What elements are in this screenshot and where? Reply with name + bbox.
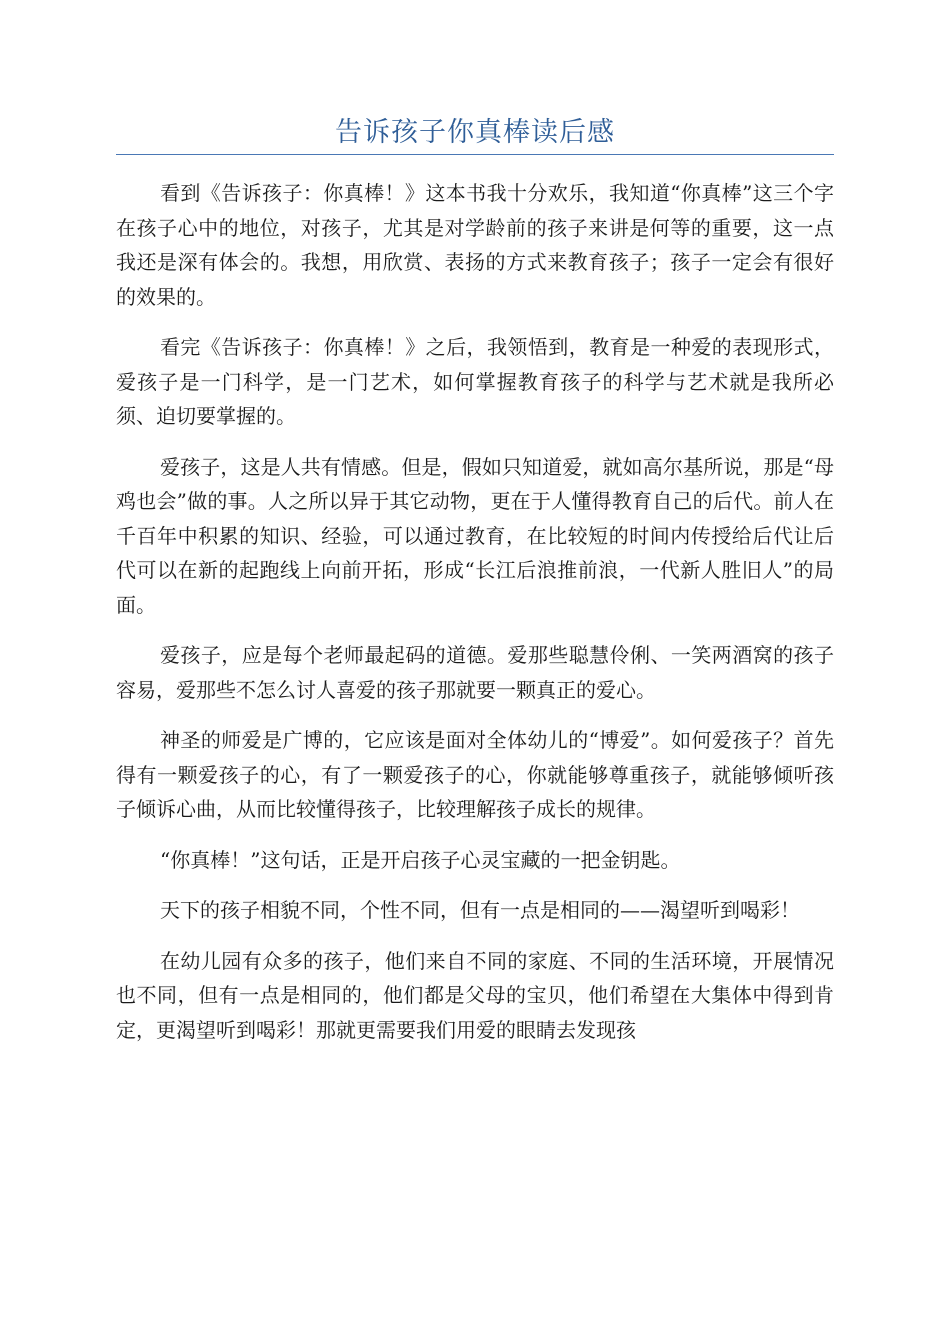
paragraph-5: 神圣的师爱是广博的，它应该是面对全体幼儿的“博爱”。如何爱孩子？首先得有一颗爱孩子的心，有了一颗爱孩子的心，你就能够尊重孩子，就能够倾听孩子倾诉心曲，从而比较懂得孩子，比较理解孩子成长的规律。 [116,728,834,821]
paragraph-4: 爱孩子，应是每个老师最起码的道德。爱那些聪慧伶俐、一笑两酒窝的孩子容易，爱那些不怎么讨人喜爱的孩子那就要一颗真正的爱心。 [116,643,834,702]
paragraph-3: 爱孩子，这是人共有情感。但是，假如只知道爱，就如高尔基所说，那是“母鸡也会”做的事。人之所以异于其它动物，更在于人懂得教育自己的后代。前人在千百年中积累的知识、经验，可以通过教育，在比较短的时间内传授给后代让后代可以在新的起跑线上向前开拓，形成“长江后浪推前浪，一代新人胜旧人”的局面。 [116,454,834,617]
paragraph-6: “你真棒！”这句话，正是开启孩子心灵宝藏的一把金钥匙。 [160,847,681,872]
paragraph-8: 在幼儿园有众多的孩子，他们来自不同的家庭、不同的生活环境，开展情况也不同，但有一点是相同的，他们都是父母的宝贝，他们希望在大集体中得到肯定，更渴望听到喝彩！那就更需要我们用爱的眼睛去发现孩 [116,948,834,1042]
document-title: 告诉孩子你真棒读后感 [335,117,615,148]
paragraph-2: 看完《告诉孩子：你真棒！》之后，我领悟到，教育是一种爱的表现形式，爱孩子是一门科学，是一门艺术，如何掌握教育孩子的科学与艺术就是我所必须、迫切要掌握的。 [116,335,834,428]
paragraph-7: 天下的孩子相貌不同，个性不同，但有一点是相同的——渴望听到喝彩！ [160,898,800,922]
paragraph-1: 看到《告诉孩子：你真棒！》这本书我十分欢乐，我知道“你真棒”这三个字在孩子心中的地位，对孩子，尤其是对学龄前的孩子来讲是何等的重要，这一点我还是深有体会的。我想，用欣赏、表扬的方式来教育孩子；孩子一定会有很好的效果的。 [116,181,834,309]
document-body [116,176,834,1063]
title-underline [116,154,834,155]
